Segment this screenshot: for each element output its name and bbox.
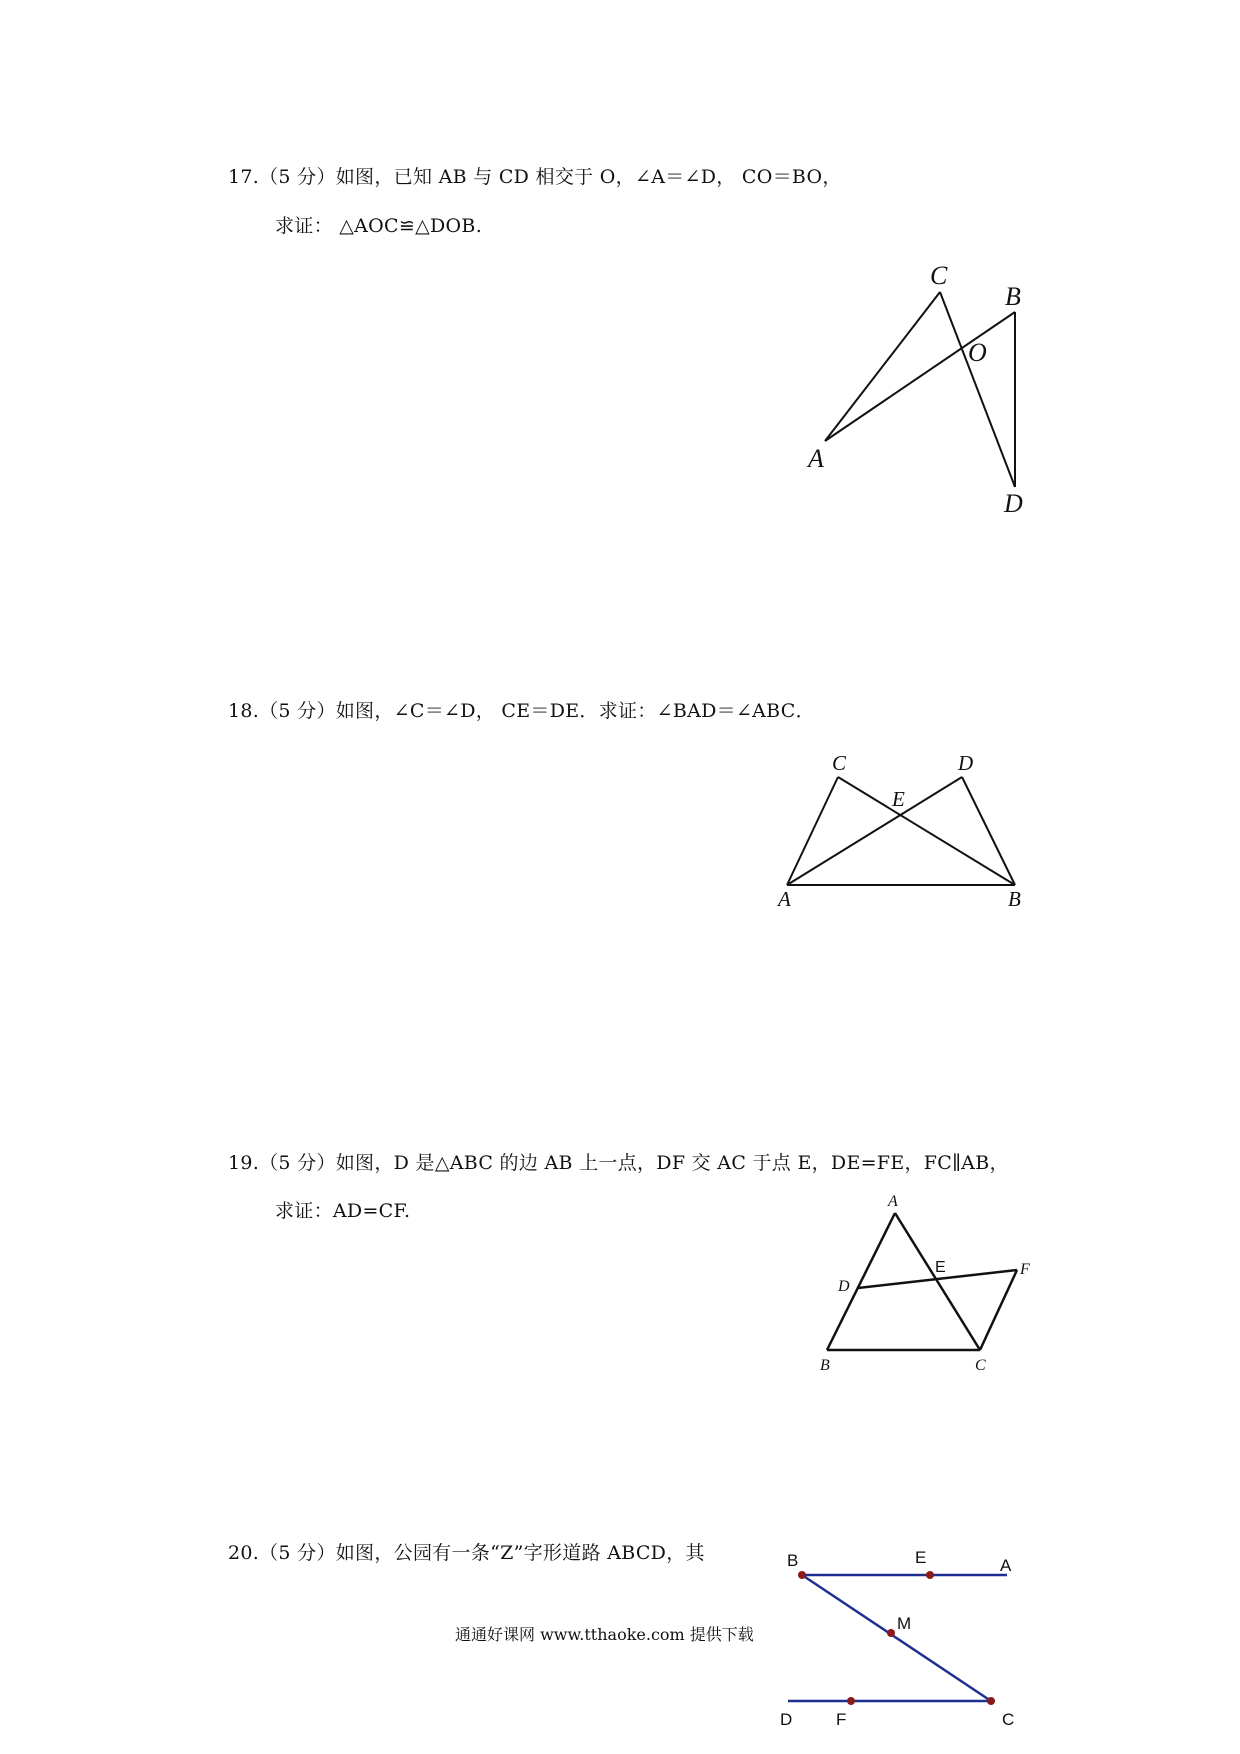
problem-17-prove: 求证： △AOC≌△DOB. — [275, 215, 483, 237]
label-20-E: E — [915, 1548, 927, 1567]
point-20-F — [847, 1697, 855, 1705]
page-footer: 通通好课网 www.tthaoke.com 提供下载 — [455, 1625, 754, 1644]
label-19-D: D — [838, 1278, 850, 1295]
label-18-B: B — [1008, 887, 1021, 911]
label-17-A: A — [808, 444, 824, 473]
label-19-F: F — [1020, 1261, 1030, 1278]
label-17-D: D — [1004, 489, 1023, 518]
point-20-E — [926, 1571, 934, 1579]
label-19-B: B — [820, 1357, 830, 1374]
label-19-E: E — [935, 1259, 946, 1276]
label-18-C: C — [832, 751, 847, 775]
label-20-C: C — [1002, 1710, 1015, 1729]
point-20-M — [887, 1629, 895, 1637]
label-17-O: O — [968, 338, 987, 367]
point-20-B — [798, 1571, 806, 1579]
problem-17-statement: 17.（5 分）如图，已知 AB 与 CD 相交于 O，∠A＝∠D， CO＝BO， — [228, 166, 842, 188]
label-19-C: C — [975, 1357, 986, 1374]
label-20-F: F — [836, 1710, 847, 1729]
label-18-A: A — [778, 887, 791, 911]
label-18-D: D — [958, 751, 974, 775]
problem-20-statement: 20.（5 分）如图，公园有一条“Z”字形道路 ABCD，其 — [228, 1542, 705, 1564]
label-17-B: B — [1005, 282, 1021, 311]
point-20-C — [987, 1697, 995, 1705]
label-20-D: D — [780, 1710, 793, 1729]
label-20-A: A — [1000, 1556, 1012, 1575]
problem-18-statement: 18.（5 分）如图，∠C＝∠D， CE＝DE．求证：∠BAD＝∠ABC． — [228, 700, 815, 722]
label-19-A: A — [888, 1193, 898, 1210]
label-18-E: E — [892, 787, 905, 811]
label-20-M: M — [897, 1614, 912, 1633]
figure-20-lines — [788, 1575, 1007, 1701]
label-17-C: C — [930, 261, 948, 290]
problem-19-statement: 19.（5 分）如图，D 是△ABC 的边 AB 上一点，DF 交 AC 于点 E，DE=FE，FC∥AB， — [228, 1152, 1009, 1174]
label-20-B: B — [787, 1551, 799, 1570]
problem-19-prove: 求证：AD=CF. — [275, 1200, 411, 1222]
